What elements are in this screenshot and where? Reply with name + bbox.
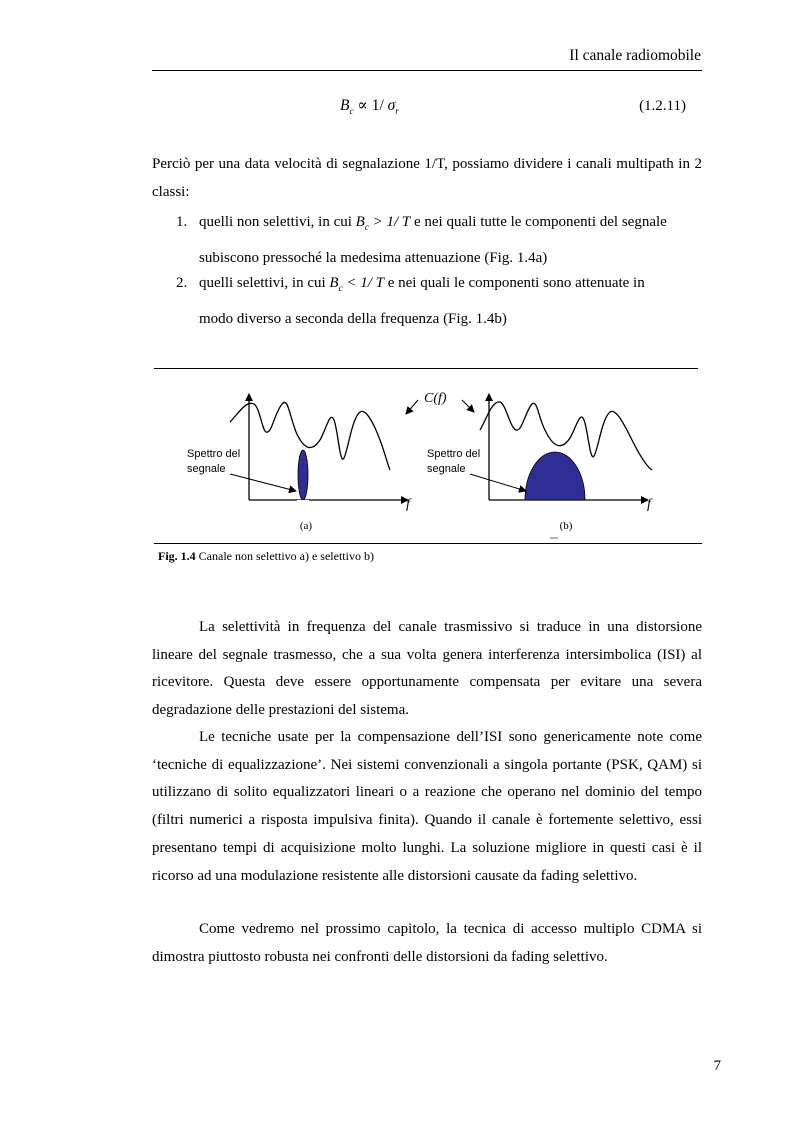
signal-spectrum-b xyxy=(525,452,585,500)
channel-response-a xyxy=(230,402,390,470)
math-b: B xyxy=(329,275,339,291)
paragraph-2: Le tecniche usate per la compensazione dell’ISI sono genericamente note come ‘tecniche di equalizzazione’. Nei sistemi convenzionali a singola portante (PSK, QAM) si utilizzano di solito equalizzatori lineari o a reazione che operano nel dominio del tempo (filtri numerici a risposta impulsiva finita). Quando il canale è fortemente selettivo, essi presentano tempi di acquisizione molto lunghi. La soluzione migliore in questi casi è il ricorso ad una modulazione resistente alle distorsioni causate da fading selettivo. xyxy=(152,729,702,884)
signal-spectrum-a xyxy=(298,450,308,500)
sub-caption-b: (b) xyxy=(559,520,573,532)
cf-arrow-left xyxy=(406,400,418,414)
math-rel: < 1/ T xyxy=(342,275,384,291)
list-num: 2. xyxy=(176,275,188,291)
label-spectrum-a-1: Spettro del xyxy=(187,448,241,460)
header-rule xyxy=(152,70,702,71)
eq-sigma-sub: r xyxy=(395,106,399,117)
math-sub: c xyxy=(364,222,369,232)
axis-label-f-a: f xyxy=(406,497,410,512)
figure-bottom-rule xyxy=(154,543,702,544)
list-cont: modo diverso a seconda della frequenza (Fig. 1.4b) xyxy=(199,310,507,327)
list-cont: subiscono pressoché la medesima attenuazione (Fig. 1.4a) xyxy=(199,249,548,266)
label-spectrum-b-2: segnale xyxy=(427,463,466,475)
math-rel: > 1/ T xyxy=(368,214,411,230)
list-num: 1. xyxy=(176,214,188,230)
figure-top-rule xyxy=(154,368,698,369)
list-pre: quelli selettivi, in cui xyxy=(199,275,330,291)
list-post: e nei quali le componenti sono attenuate in xyxy=(383,275,645,291)
paragraph-3: Come vedremo nel prossimo capitolo, la tecnica di accesso multiplo CDMA si dimostra piuttosto robusta nei confronti delle distorsioni da fading selettivo. xyxy=(152,921,702,965)
label-spectrum-a-2: segnale xyxy=(187,463,226,475)
pointer-arrow-a xyxy=(230,474,296,491)
list-item-2 xyxy=(176,268,702,334)
intro-paragraph: Perciò per una data velocità di segnalazione 1/T, possiamo dividere i canali multipath in 2 classi: xyxy=(152,156,702,200)
cf-arrow-right xyxy=(462,400,474,412)
cf-label: C(f) xyxy=(424,391,447,406)
paragraph-1: La selettività in frequenza del canale trasmissivo si traduce in una distorsione lineare del segnale trasmesso, che a sua volta genera interferenza intersimbolica (ISI) al ricevitore. Questa deve essere opportunamente compensata per evitare una severa degradazione delle prestazioni del sistema. xyxy=(152,619,702,719)
running-title: Il canale radiomobile xyxy=(569,47,701,64)
eq-lhs-sub: c xyxy=(349,106,354,117)
eq-sigma: σ xyxy=(387,97,396,114)
eq-lhs: B xyxy=(340,97,350,114)
label-spectrum-b-1: Spettro del xyxy=(427,448,481,460)
caption-label: Fig. 1.4 xyxy=(158,549,196,563)
equation-number: (1.2.11) xyxy=(639,98,686,114)
eq-rel: ∝ 1/ xyxy=(353,97,388,114)
list-item-1 xyxy=(176,207,702,273)
caption-text: Canale non selettivo a) e selettivo b) xyxy=(195,549,374,563)
sub-caption-a: (a) xyxy=(299,520,313,532)
axis-label-f-b: f xyxy=(647,497,651,512)
figure-caption xyxy=(158,549,374,564)
equation xyxy=(340,96,399,116)
page-number: 7 xyxy=(713,1058,721,1074)
list-pre: quelli non selettivi, in cui xyxy=(199,214,356,230)
math-b: B xyxy=(355,214,365,230)
list-post: e nei quali tutte le componenti del segnale xyxy=(410,214,667,230)
math-sub: c xyxy=(338,283,343,293)
pointer-arrow-b xyxy=(470,474,526,491)
figure-1-4 xyxy=(154,370,714,542)
